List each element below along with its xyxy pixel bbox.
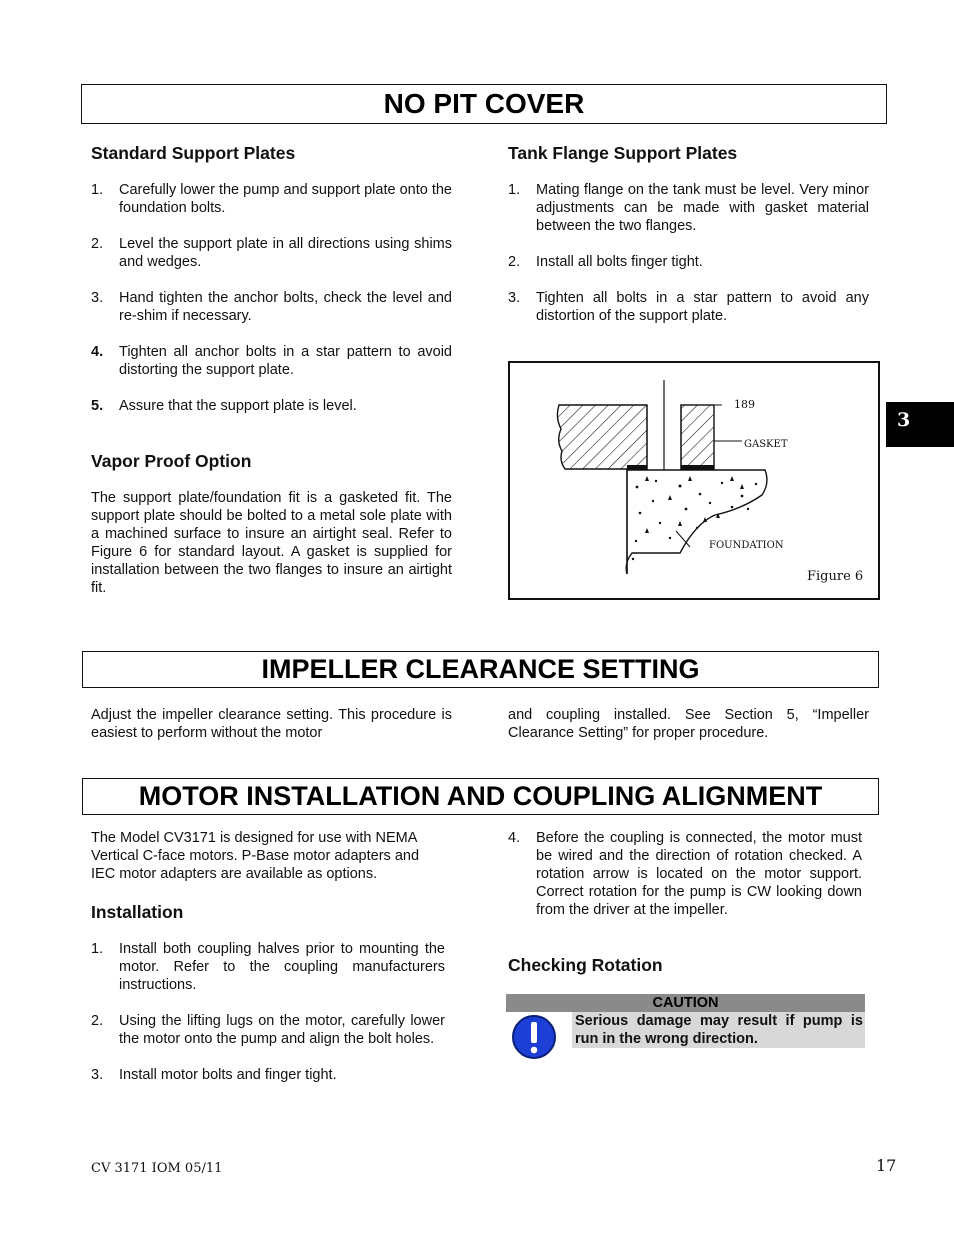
list-item: 1. Install both coupling halves prior to mounting the motor. Refer to the coupling manufacturers instructions. (91, 941, 445, 993)
list-item: 5. Assure that the support plate is level. (91, 398, 357, 414)
figure-6 (508, 361, 880, 600)
motor-intro: The Model CV3171 is designed for use with NEMA Vertical C-face motors. P-Base motor adapters and IEC motor adapters are available as options. (91, 830, 420, 882)
banner-impeller (82, 651, 879, 688)
section-tab: 3 (886, 402, 954, 447)
impeller-text-left: Adjust the impeller clearance setting. This procedure is easiest to perform without the motor (91, 707, 452, 741)
banner-title: NO PIT COVER (383, 88, 585, 119)
impeller-text-right: and coupling installed. See Section 5, “Impeller Clearance Setting” for proper procedure. (508, 707, 869, 741)
list-item: 3. Install motor bolts and finger tight. (91, 1067, 337, 1083)
checking-rotation-heading: Checking Rotation (508, 955, 663, 975)
banner-no-pit-cover (81, 84, 887, 124)
label-gasket: GASKET (744, 439, 788, 450)
standard-heading: Standard Support Plates (91, 143, 296, 163)
standard-list (91, 181, 452, 433)
list-item: 2. Level the support plate in all directions using shims and wedges. (91, 236, 452, 270)
banner-motor (82, 778, 879, 815)
exclamation-icon (511, 1014, 557, 1060)
vapor-paragraph: The support plate/foundation fit is a gasketed fit. The support plate should be bolted to a metal sole plate with a machined surface to insure an airtight seal. Refer to Figure 6 for standard layout. A gasket is supplied for installation between the two flanges to insure an airtight fit. (91, 490, 452, 596)
tank-list (508, 181, 869, 343)
label-189: 189 (734, 398, 755, 411)
list-item: 4. Before the coupling is connected, the motor must be wired and the direction of rotation checked. A rotation arrow is located on the motor support. Correct rotation for the pump is CW looking down from the driver at the impeller. (508, 830, 862, 918)
label-foundation: FOUNDATION (709, 540, 784, 551)
list-item: 3. Hand tighten the anchor bolts, check the level and re-shim if necessary. (91, 290, 452, 324)
flange-diagram (510, 363, 878, 598)
vapor-heading: Vapor Proof Option (91, 451, 252, 471)
figure-caption: Figure 6 (807, 569, 864, 584)
list-item: 2. Install all bolts finger tight. (508, 254, 703, 270)
installation-list-continued (508, 829, 862, 937)
installation-heading: Installation (91, 902, 184, 922)
installation-list (91, 940, 445, 1102)
list-item: 3. Tighten all bolts in a star pattern to avoid any distortion of the support plate. (508, 290, 869, 324)
footer-doc-id: CV 3171 IOM 05/11 (91, 1161, 223, 1176)
caution-box (506, 994, 865, 1047)
tank-heading: Tank Flange Support Plates (508, 143, 738, 163)
banner-title: IMPELLER CLEARANCE SETTING (261, 654, 700, 684)
page-number: 17 (876, 1156, 897, 1175)
list-item: 1. Mating flange on the tank must be level. Very minor adjustments can be made with gasket material between the two flanges. (508, 182, 869, 234)
list-item: 2. Using the lifting lugs on the motor, carefully lower the motor onto the pump and align the bolt holes. (91, 1013, 445, 1047)
banner-title: MOTOR INSTALLATION AND COUPLING ALIGNMENT (138, 781, 823, 811)
caution-message: Serious damage may result if pump is run in the wrong direction. (572, 1012, 865, 1048)
caution-title: CAUTION (506, 994, 865, 1012)
list-item: 1. Carefully lower the pump and support plate onto the foundation bolts. (91, 182, 452, 216)
list-item: 4. Tighten all anchor bolts in a star pattern to avoid distorting the support plate. (91, 344, 452, 378)
